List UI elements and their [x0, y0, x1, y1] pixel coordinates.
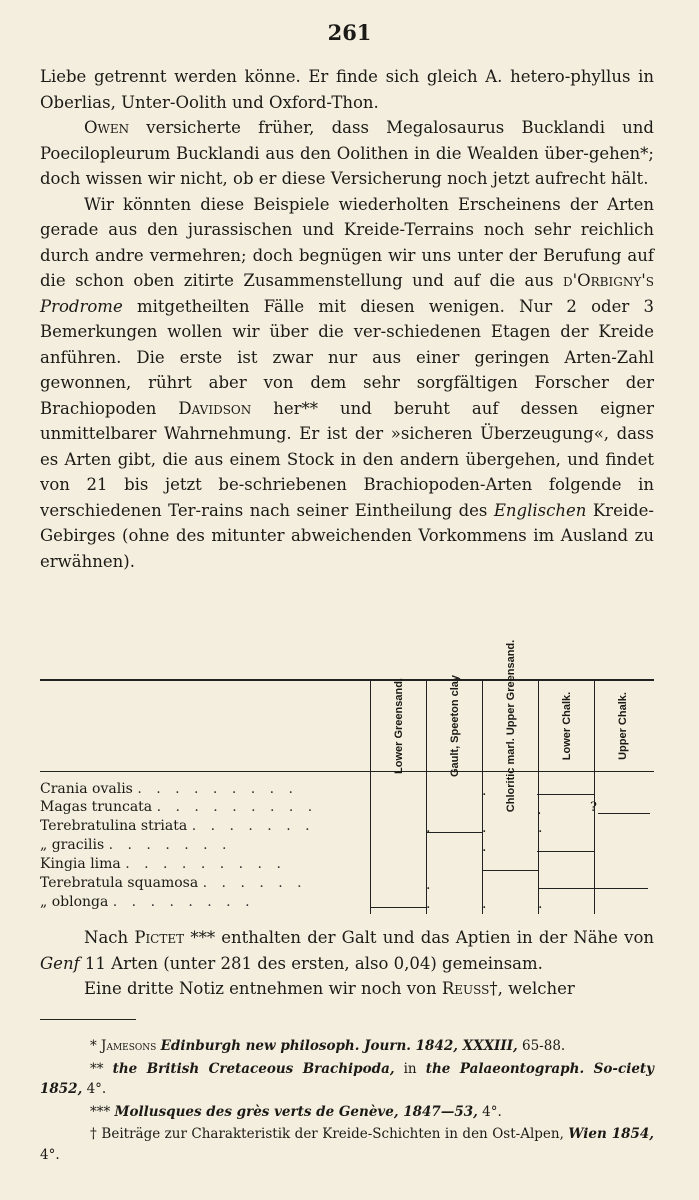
table-row: Crania ovalis . . . . . . . . .: [40, 781, 298, 797]
range-line: [598, 813, 650, 814]
footnotes: [40, 1036, 654, 1167]
range-dot: .: [426, 877, 431, 893]
text-segment: versicherte früher, dass Megalosaurus Bucklandi und Poecilopleurum Bucklandi aus den Oolithen in die Wealden über-gehen*; doch wissen wir nicht, ob er diese Versicherung noch jetzt aufrecht hält.: [40, 118, 654, 188]
text-segment: her** und beruht auf dessen eigner unmittelbarer Wahrnehmung. Er ist der »sicheren Überzeugung«, dass es Arten gibt, die aus einem Stock in den andern übergehen, und findet von 21 bis jetzt be-schriebenen Brachiopoden-Arten folgende in verschiedenen Ter-rains nach seiner Eintheilung des: [40, 398, 654, 520]
range-line: [482, 870, 538, 871]
table-row: Kingia lima . . . . . . . . .: [40, 856, 286, 872]
text-segment: 4°.: [40, 1146, 60, 1163]
text-segment: Wir könnten diese Beispiele wiederholten Erscheinens der Arten gerade aus den jurassischen und Kreide-Terrains noch sehr reichlich durch andre vermehren; doch begnügen wir uns unter der Berufung auf die schon oben zitirte Zusammenstellung und auf die aus: [40, 194, 654, 290]
page-number: 261: [327, 20, 372, 45]
table-row: „ oblonga . . . . . . . .: [40, 894, 255, 910]
text-segment: the British Cretaceous Brachipoda,: [112, 1060, 395, 1077]
text-segment: mitgetheilten Fälle mit diesen wenigen. Nur 2 oder 3 Bemerkungen wollen wir über die ver-schiedenen Etagen der Kreide anführen. Die erste ist zwar nur aus einer geringen Arten-Zahl gewonnen, rührt aber von dem sehr sorgfältigen Forscher der Brachiopoden: [40, 296, 654, 418]
range-dot: .: [482, 896, 487, 912]
range-line: [537, 794, 595, 795]
text-segment: Mollusques des grès verts de Genève, 1847—53,: [114, 1103, 478, 1120]
text-segment: 4°.: [477, 1103, 502, 1120]
range-dot: .: [537, 802, 542, 818]
text-segment: Wien 1854,: [568, 1126, 654, 1142]
column-header-chloritic-marl: Chloritic marl. Upper Greensand.: [505, 639, 517, 813]
column-header-lower-chalk: Lower Chalk.: [561, 691, 573, 761]
range-dot: .: [426, 820, 431, 836]
text-segment: Liebe getrennt werden könne. Er finde sich gleich A. hetero-phyllus in Oberlias, Unter-Oolith und Oxford-Thon.: [40, 67, 654, 112]
range-dot: .: [538, 820, 543, 836]
range-dot: .: [482, 783, 487, 799]
text-segment: 4°.: [82, 1081, 107, 1097]
text-segment: Owen: [84, 118, 130, 137]
range-dot: .: [482, 820, 487, 836]
paragraph-2: [40, 115, 654, 192]
range-dot: .: [538, 896, 543, 912]
footnote-rule: [40, 1019, 136, 1020]
text-segment: **: [90, 1060, 113, 1077]
footnote-2: [40, 1059, 654, 1100]
text-segment: Pictet: [134, 928, 185, 947]
text-segment: Eine dritte Notiz entnehmen wir noch von: [84, 979, 442, 998]
text-segment: *** enthalten der Galt und das Aptien in der Nähe von: [184, 928, 655, 947]
column-header-gault: Gault, Speeton clay: [449, 674, 461, 778]
text-segment: Genf: [40, 953, 80, 973]
text-segment: Prodrome: [40, 296, 123, 316]
text-segment: d'Orbigny's: [562, 271, 654, 290]
paragraph-4: [40, 925, 654, 976]
paragraph-3: [40, 192, 654, 575]
text-segment: in: [394, 1060, 426, 1077]
table-top-rule: [40, 679, 654, 681]
table-row: Magas truncata . . . . . . . . .: [40, 799, 318, 815]
uncertain-mark: ?: [590, 800, 597, 815]
range-line: [538, 888, 648, 889]
occurrence-table: [40, 639, 654, 916]
text-segment: Edinburgh new philosoph. Journ. 1842, XXXIII,: [160, 1038, 518, 1054]
column-header-upper-chalk: Upper Chalk.: [617, 692, 629, 760]
paragraph-5: [40, 976, 654, 1002]
text-segment: Kreide-Gebirges (ohne des mitunter abweichenden Vorkommens im Ausland zu erwähnen).: [40, 500, 655, 571]
text-segment: *: [90, 1038, 102, 1054]
text-segment: Davidson: [178, 398, 252, 418]
range-line: [537, 851, 595, 852]
table-row: „ gracilis . . . . . . .: [40, 837, 232, 853]
range-line: [426, 832, 482, 833]
text-segment: the Palaeontograph. So-ciety 1852,: [40, 1060, 654, 1097]
column-header-lower-greensand: Lower Greensand.: [393, 678, 405, 774]
table-header-rule: [40, 771, 654, 772]
table-row: Terebratula squamosa . . . . . .: [40, 875, 307, 891]
range-dot: .: [482, 839, 487, 855]
paragraph-1: [40, 64, 654, 115]
footnote-3: [40, 1102, 654, 1123]
table-row: Terebratulina striata . . . . . . .: [40, 818, 315, 834]
text-segment: 65-88.: [517, 1038, 566, 1054]
footnote-4: [40, 1124, 654, 1165]
text-segment: ***: [90, 1103, 115, 1120]
text-segment: Englischen: [493, 500, 587, 520]
footnote-1: [40, 1036, 654, 1057]
range-dot: .: [426, 896, 431, 912]
range-line: [370, 907, 426, 908]
text-segment: 11 Arten (unter 281 des ersten, also 0,04) gemeinsam.: [79, 953, 543, 973]
main-text: [40, 64, 654, 574]
main-text-continued: [40, 925, 654, 1002]
text-segment: Nach: [84, 928, 135, 947]
text-segment: Reuss: [441, 979, 490, 998]
text-segment: Jamesons: [101, 1038, 157, 1054]
text-segment: † Beiträge zur Charakteristik der Kreide-Schichten in den Ost-Alpen,: [90, 1126, 569, 1142]
text-segment: †, welcher: [489, 979, 575, 998]
